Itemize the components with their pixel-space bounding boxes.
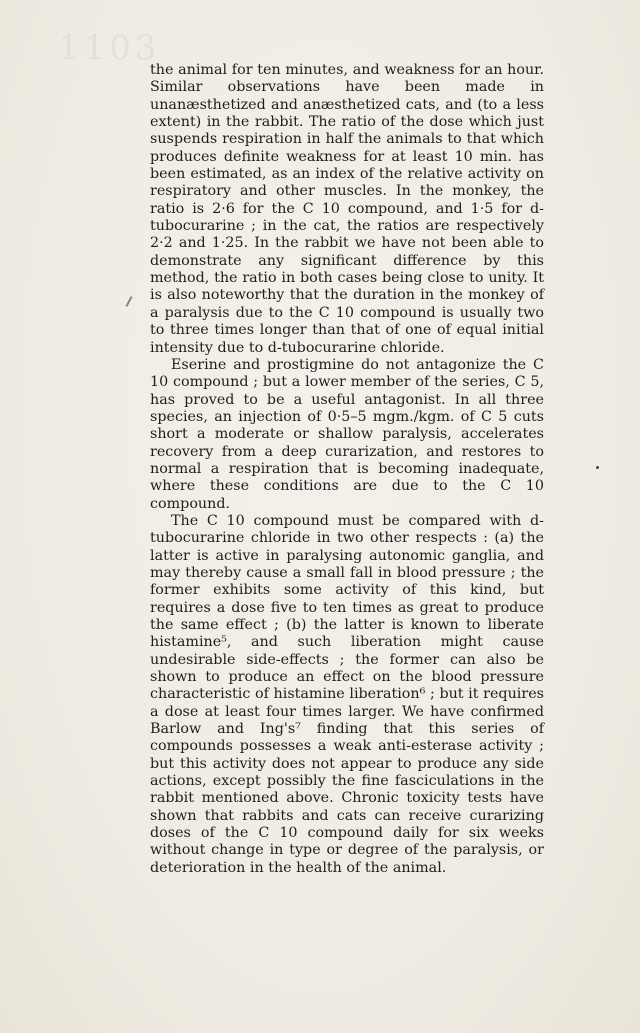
paragraph-3: The C 10 compound must be compared with d-tubocurarine chloride in two other respects : (a) the latter is active in paralysing autonomic ganglia, and may thereby cause a small fall in blood pressure ; the former exhibits some activity of this kind, but requires a dose five to ten times as great to produce the same effect ; (b) the latter is known to liberate histamine⁵, and such liberation might cause undesirable side-effects ; the former can also be shown to produce an effect on the blood pressure characteristic of histamine liberation⁶ ; but it requires a dose at least four times larger. We have confirmed Barlow and Ing's⁷ finding that this series of compounds possesses a weak anti-esterase activity ; but this activity does not appear to produce any side actions, except possibly the fine fasciculations in the rabbit mentioned above. Chronic toxicity tests have shown that rabbits and cats can receive curarizing doses of the C 10 compound daily for six weeks without change in type or degree of the paralysis, or deterioration in the health of the animal. [150, 512, 544, 876]
margin-ink-dot [596, 466, 599, 469]
body-text [150, 62, 544, 877]
paragraph-1: the animal for ten minutes, and weakness for an hour. Similar observations have been made in unanæsthetized and anæsthetized cats, and (to a less extent) in the rabbit. The ratio of the dose which just suspends respiration in half the animals to that which produces definite weakness for at least 10 min. has been estimated, as an index of the relative activity on respiratory and other muscles. In the monkey, the ratio is 2·6 for the C 10 compound, and 1·5 for d-tubocurarine ; in the cat, the ratios are respectively 2·2 and 1·25. In the rabbit we have not been able to demonstrate any significant difference by this method, the ratio in both cases being close to unity. It is also noteworthy that the duration in the monkey of a paralysis due to the C 10 compound is usually two to three times longer than that of one of equal initial intensity due to d-tubocurarine chloride. [150, 62, 544, 356]
margin-pencil-mark [126, 296, 133, 307]
faded-page-mark: 1103 [58, 28, 161, 68]
paragraph-2: Eserine and prostigmine do not antagonize the C 10 compound ; but a lower member of the series, C 5, has proved to be a useful antagonist. In all three species, an injection of 0·5–5 mgm./kgm. of C 5 cuts short a moderate or shallow paralysis, accelerates recovery from a deep curarization, and restores to normal a respiration that is becoming inadequate, where these conditions are due to the C 10 compound. [150, 356, 544, 512]
